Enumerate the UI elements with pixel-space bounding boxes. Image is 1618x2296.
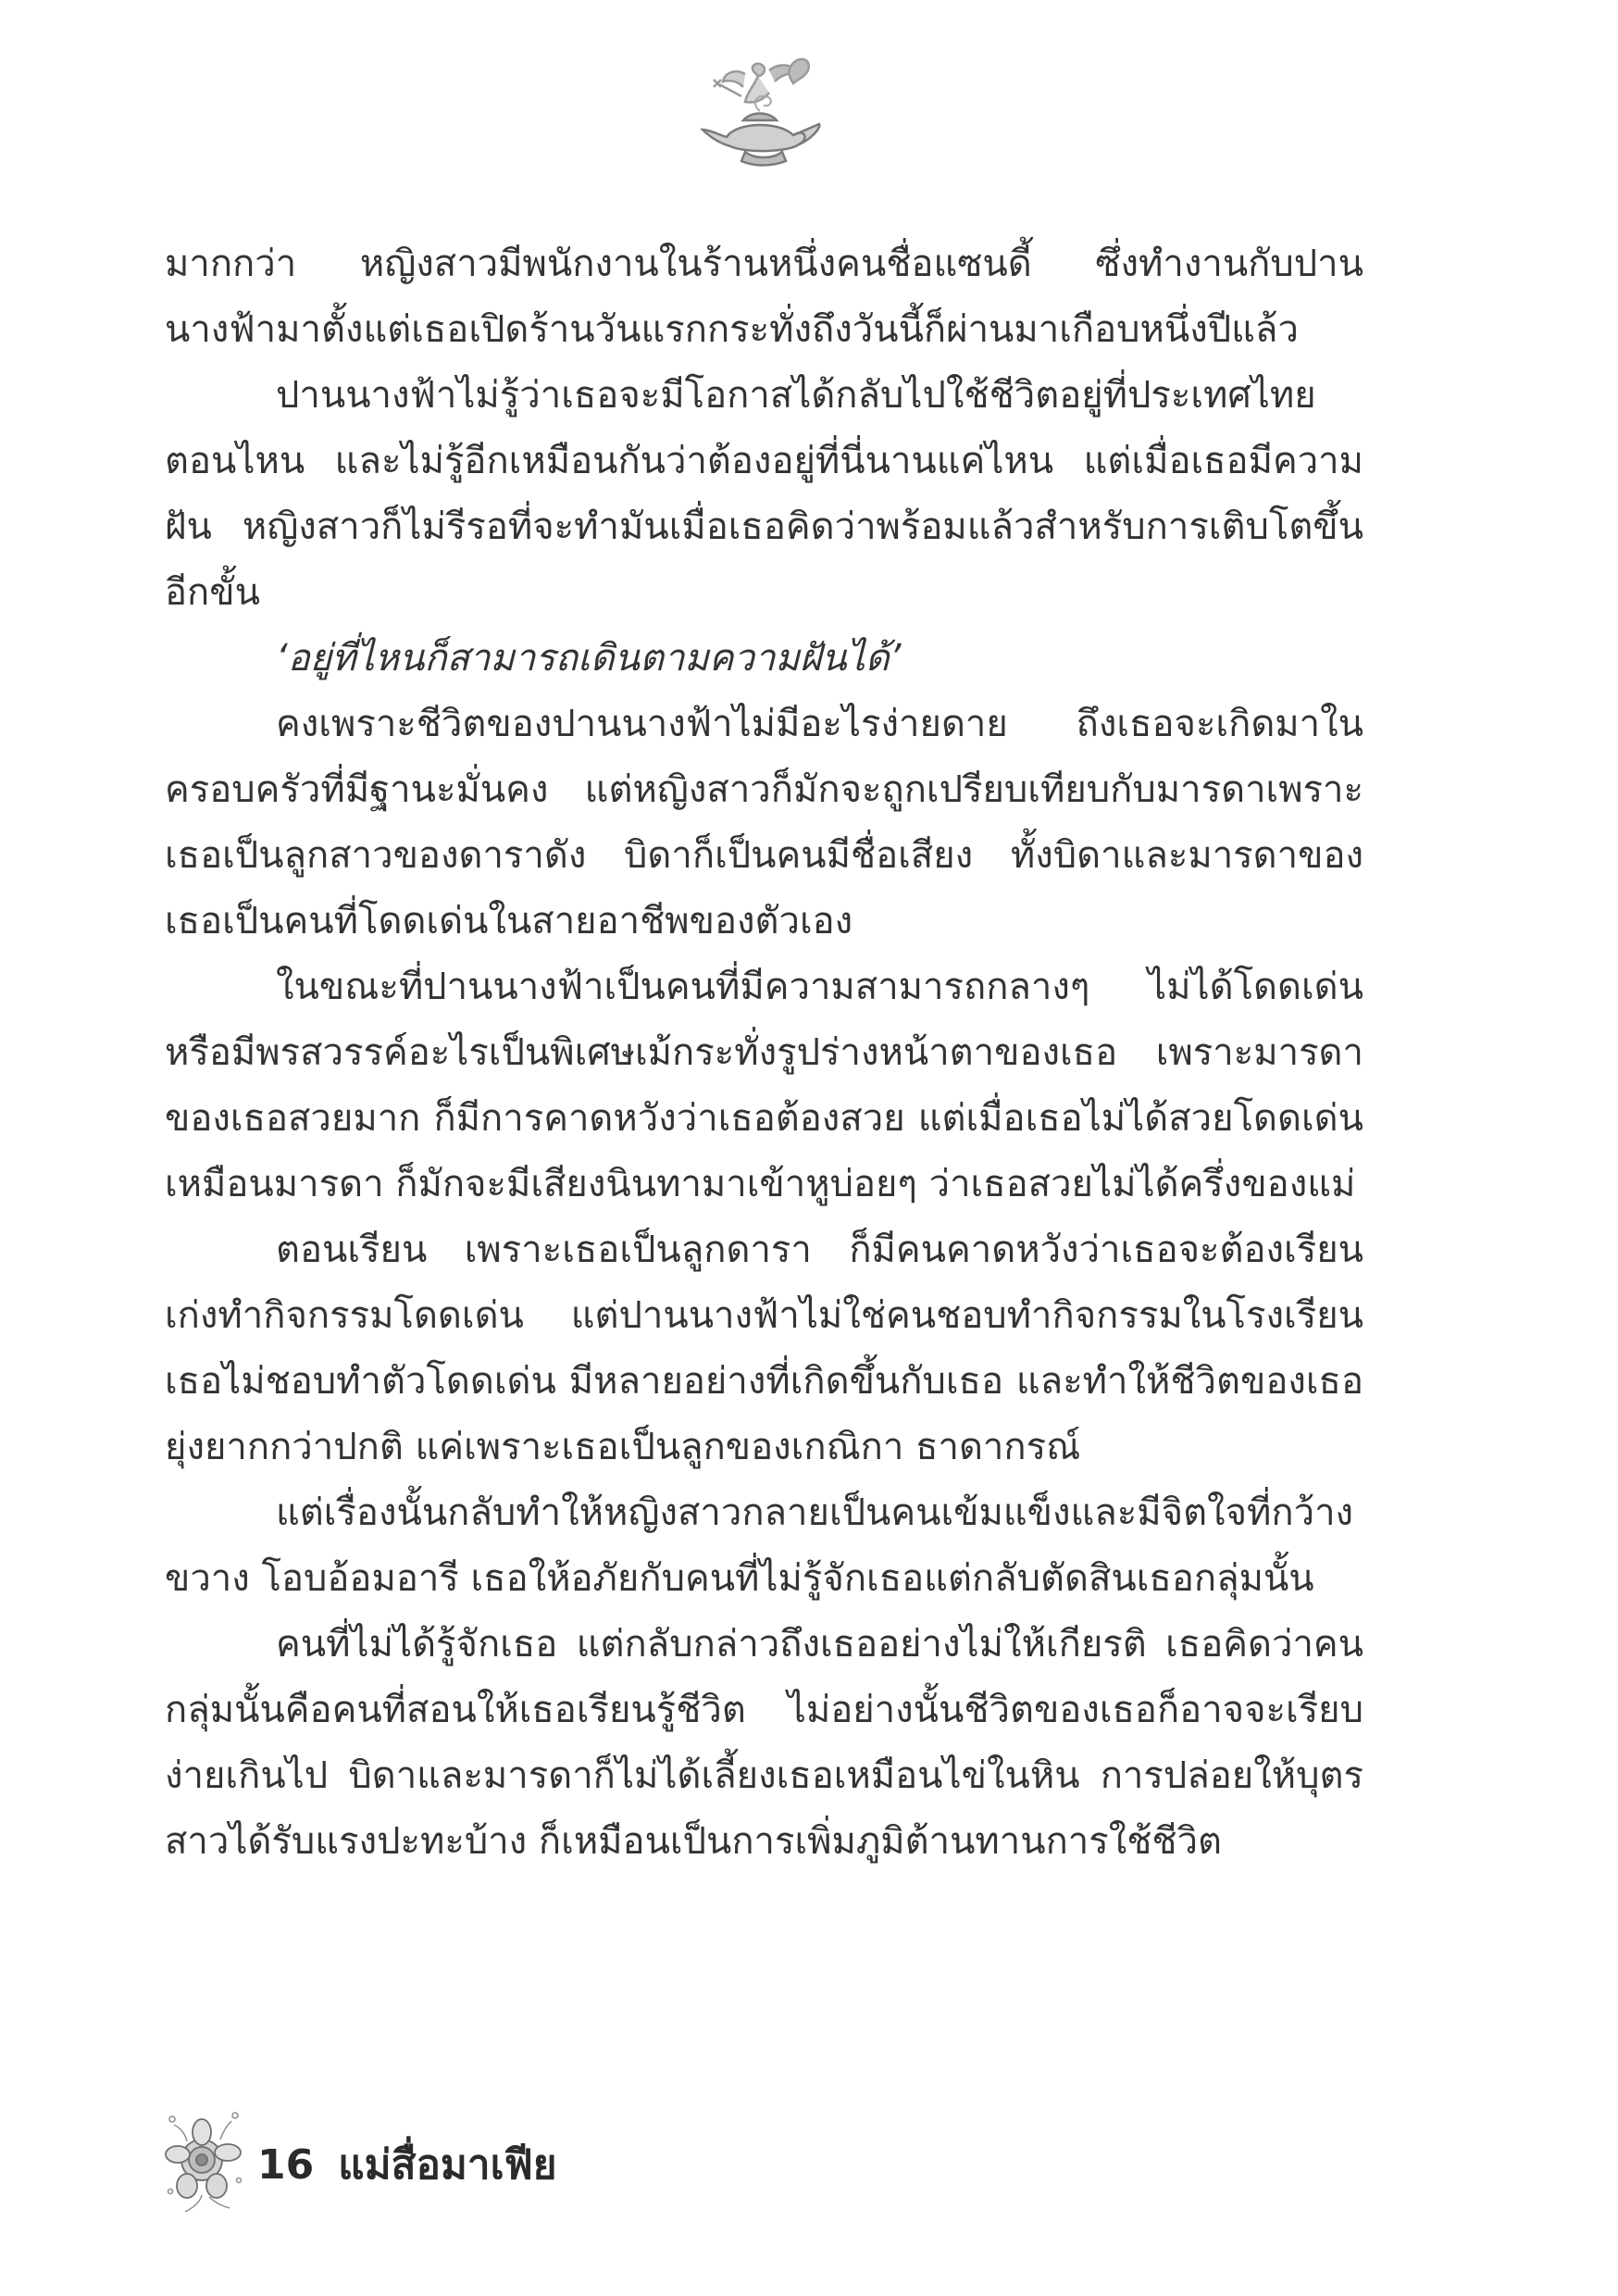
page-footer	[165, 2106, 905, 2217]
paragraph: ตอนเรียน เพราะเธอเป็นลูกดารา ก็มีคนคาดหวังว่าเธอจะต้องเรียนเก่งทำกิจกรรมโดดเด่น แต่ปานนางฟ้าไม่ใช่คนชอบทำกิจกรรมในโรงเรียนเธอไม่ชอบทำตัวโดดเด่น มีหลายอย่างที่เกิดขึ้นกับเธอ และทำให้ชีวิตของเธอยุ่งยากกว่าปกติ แค่เพราะเธอเป็นลูกของเกณิกา ธาดากรณ์	[165, 1229, 1363, 1468]
page-number: 16	[257, 2141, 315, 2189]
flower-ornament-icon	[165, 2106, 248, 2217]
paragraph: มากกว่า หญิงสาวมีพนักงานในร้านหนึ่งคนชื่อแซนดี้ ซึ่งทำงานกับปานนางฟ้ามาตั้งแต่เธอเปิดร้านวันแรกกระทั่งถึงวันนี้ก็ผ่านมาเกือบหนึ่งปีแล้ว	[165, 243, 1363, 351]
paragraph: คนที่ไม่ได้รู้จักเธอ แต่กลับกล่าวถึงเธออย่างไม่ให้เกียรติ เธอคิดว่าคนกลุ่มนั้นคือคนที่สอนให้เธอเรียนรู้ชีวิต ไม่อย่างนั้นชีวิตของเธอก็อาจจะเรียบง่ายเกินไป บิดาและมารดาก็ไม่ได้เลี้ยงเธอเหมือนไข่ในหิน การปล่อยให้บุตรสาวได้รับแรงปะทะบ้าง ก็เหมือนเป็นการเพิ่มภูมิต้านทานการใช้ชีวิต	[165, 1623, 1363, 1863]
paragraph: ปานนางฟ้าไม่รู้ว่าเธอจะมีโอกาสได้กลับไปใช้ชีวิตอยู่ที่ประเทศไทยตอนไหน และไม่รู้อีกเหมือนกันว่าต้องอยู่ที่นี่นานแค่ไหน แต่เมื่อเธอมีความฝัน หญิงสาวก็ไม่รีรอที่จะทำมันเมื่อเธอคิดว่าพร้อมแล้วสำหรับการเติบโตขึ้นอีกขั้น	[165, 374, 1363, 614]
book-title: แม่สื่อมาเฟีย	[338, 2141, 557, 2189]
quote-paragraph: ‘อยู่ที่ไหนก็สามารถเดินตามความฝันได้’	[276, 637, 902, 680]
paragraph: แต่เรื่องนั้นกลับทำให้หญิงสาวกลายเป็นคนเข้มแข็งและมีจิตใจที่กว้างขวาง โอบอ้อมอารี เธอให้อภัยกับคนที่ไม่รู้จักเธอแต่กลับตัดสินเธอกลุ่มนั้น	[165, 1491, 1354, 1600]
page-body	[165, 231, 1363, 1875]
paragraph: คงเพราะชีวิตของปานนางฟ้าไม่มีอะไรง่ายดาย ถึงเธอจะเกิดมาในครอบครัวที่มีฐานะมั่นคง แต่หญิงสาวก็มักจะถูกเปรียบเทียบกับมารดาเพราะเธอเป็นลูกสาวของดาราดัง บิดาก็เป็นคนมีชื่อเสียง ทั้งบิดาและมารดาของเธอเป็นคนที่โดดเด่นในสายอาชีพของตัวเอง	[165, 703, 1363, 942]
paragraph: ในขณะที่ปานนางฟ้าเป็นคนที่มีความสามารถกลางๆ ไม่ได้โดดเด่นหรือมีพรสวรรค์อะไรเป็นพิเศษเม้กระทั่งรูปร่างหน้าตาของเธอ เพราะมารดาของเธอสวยมาก ก็มีการคาดหวังว่าเธอต้องสวย แต่เมื่อเธอไม่ได้สวยโดดเด่นเหมือนมารดา ก็มักจะมีเสียงนินทามาเข้าหูบ่อยๆ ว่าเธอสวยไม่ได้ครึ่งของแม่	[165, 966, 1363, 1205]
magic-lamp-with-cupid-icon	[690, 56, 828, 171]
